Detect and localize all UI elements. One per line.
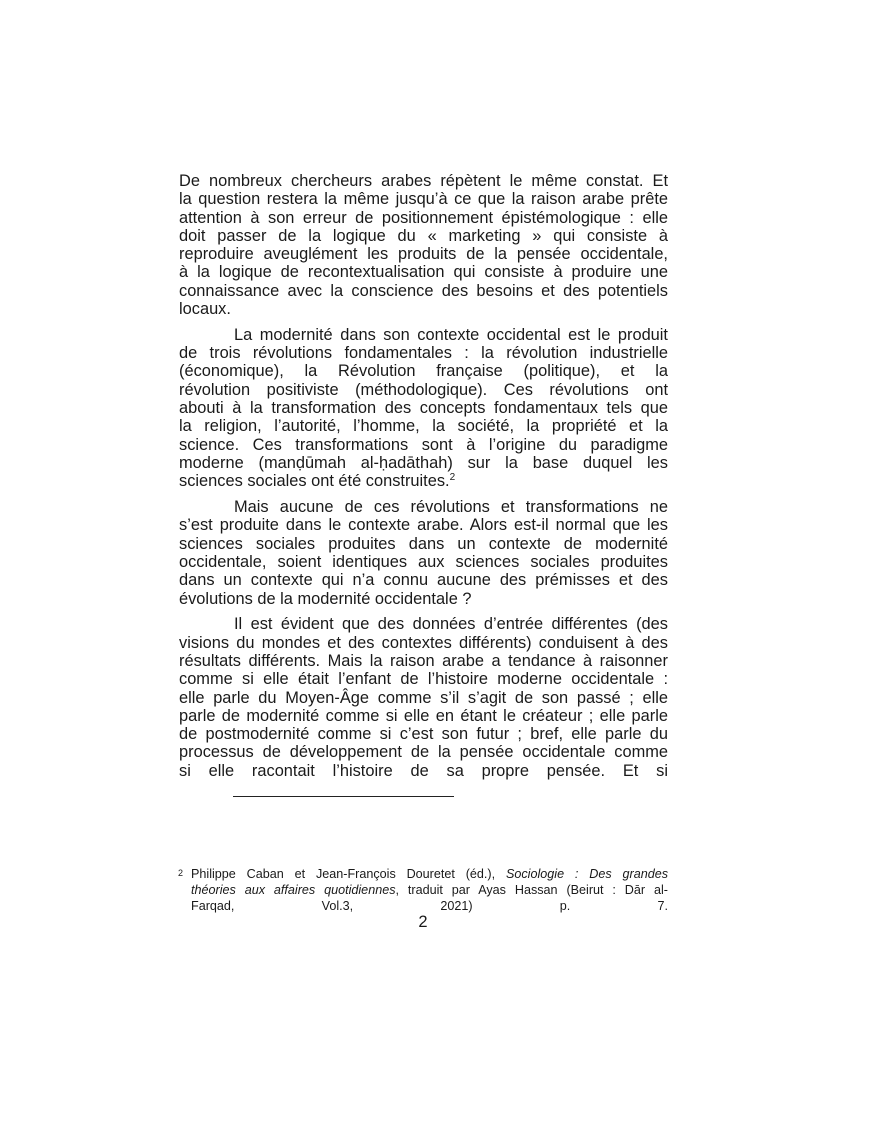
text-line: Mais aucune de ces révolutions et transformations ne	[234, 498, 668, 517]
text-line: résultats différents. Mais la raison arabe a tendance à raisonner	[179, 651, 668, 670]
text-line: elle parle du Moyen-Âge comme s’il s’agit de son passé ; elle	[179, 688, 668, 707]
text-line: de postmodernité comme si c’est son futur ; bref, elle parle du	[179, 725, 668, 744]
text-line: si elle racontait l’histoire de sa propre pensée. Et si	[179, 761, 668, 780]
footnote-line-3: Farqad, Vol.3, 2021) p. 7.	[191, 899, 668, 913]
footnote-authors: Philippe Caban et Jean-François Douretet (éd.),	[191, 867, 496, 881]
footnote-title-1: Sociologie : Des grandes	[505, 867, 669, 881]
footnote	[178, 866, 668, 914]
page-number: 2	[418, 913, 428, 931]
text-line: moderne (manḍūmah al-ḥadāthah) sur la base duquel les	[179, 453, 668, 472]
footnote-publisher: , traduit par Ayas Hassan (Beirut : Dār al-	[395, 883, 668, 897]
footnote-number: 2	[178, 868, 184, 878]
text-line: reproduire aveuglément les produits de la pensée occidentale,	[179, 245, 668, 264]
text-line: science. Ces transformations sont à l’origine du paradigme	[179, 435, 668, 454]
text-line: de trois révolutions fondamentales : la révolution industrielle	[179, 344, 668, 363]
text-line: processus de développement de la pensée occidentale comme	[179, 743, 668, 762]
text-line: occidentale, soient identiques aux sciences sociales produites	[179, 552, 668, 571]
text-line: comme si elle était l’enfant de l’histoire moderne occidentale :	[179, 670, 668, 689]
text-line: Il est évident que des données d’entrée différentes (des	[234, 615, 668, 634]
body-text	[179, 172, 668, 788]
text-line: visions du mondes et des contextes différents) conduisent à des	[179, 633, 668, 652]
text-line: locaux.	[179, 300, 231, 319]
text-line: à la logique de recontextualisation qui consiste à produire une	[179, 263, 668, 282]
text-line: attention à son erreur de positionnement épistémologique : elle	[179, 208, 668, 227]
text-line: (économique), la Révolution française (politique), et la	[179, 362, 668, 381]
text-line: évolutions de la modernité occidentale ?	[179, 589, 472, 608]
text-line: connaissance avec la conscience des besoins et des potentiels	[179, 281, 668, 300]
text-line: révolution positiviste (méthodologique). Ces révolutions ont	[179, 380, 668, 399]
text-line: doit passer de la logique du « marketing » qui consiste à	[179, 226, 668, 245]
text-line: dans un contexte qui n’a connu aucune des prémisses et des	[179, 571, 668, 590]
text-line: s’est produite dans le contexte arabe. Alors est-il normal que les	[179, 516, 668, 535]
text-line: sciences sociales produites dans un contexte de modernité	[179, 534, 668, 553]
footnote-title-2: théories aux affaires quotidiennes	[191, 883, 396, 897]
text-line: sciences sociales ont été construites.$^2$	[179, 472, 456, 491]
text-line: De nombreux chercheurs arabes répètent le même constat. Et	[179, 172, 668, 190]
text-line: la religion, l’autorité, l’homme, la société, la propriété et la	[179, 417, 668, 436]
text-line: abouti à la transformation des concepts fondamentaux tels que	[179, 399, 668, 418]
paragraph	[179, 326, 668, 491]
footnote-separator	[233, 796, 454, 797]
text-line: parle de modernité comme si elle en étant le créateur ; elle parle	[179, 706, 668, 725]
text-line: La modernité dans son contexte occidental est le produit	[234, 325, 668, 344]
footnote-reference[interactable]: 2	[449, 472, 456, 484]
paragraph	[179, 498, 668, 608]
paragraph	[179, 172, 668, 318]
paragraph	[179, 615, 668, 780]
text-line: la question restera la même jusqu’à ce que la raison arabe prête	[179, 190, 668, 209]
